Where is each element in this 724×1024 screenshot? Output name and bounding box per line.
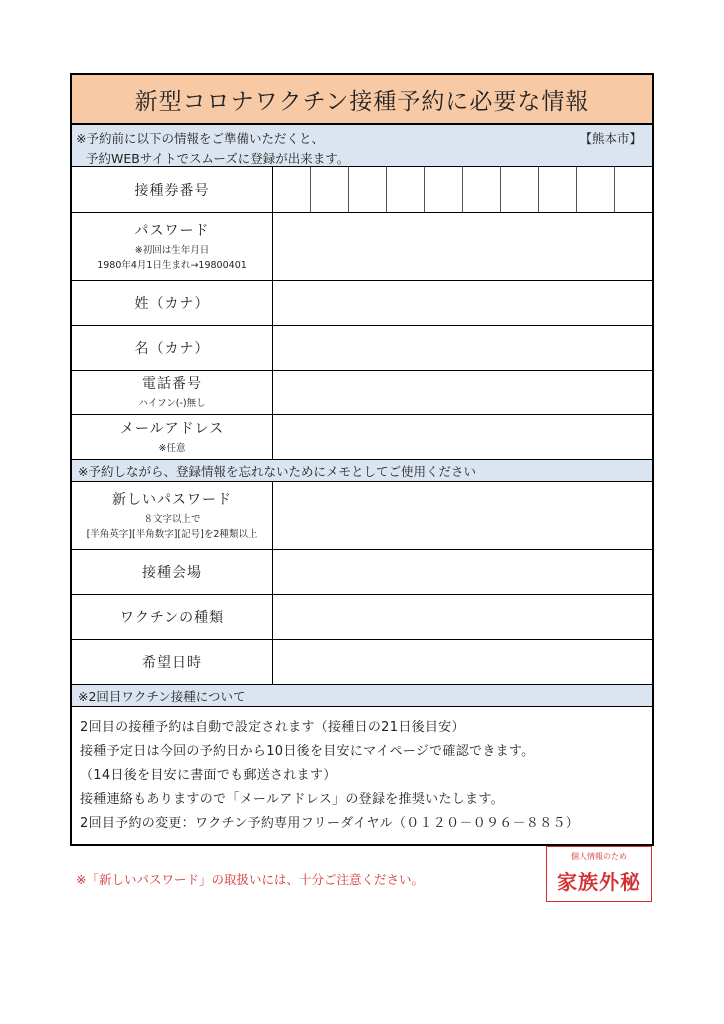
password-label: パスワード <box>134 222 210 239</box>
memo-note: ※予約しながら、登録情報を忘れないためにメモとしてご使用ください <box>72 460 652 482</box>
desired-datetime-input[interactable] <box>273 640 652 684</box>
email-row <box>72 415 652 460</box>
vaccine-type-label: ワクチンの種類 <box>119 610 225 626</box>
desired-datetime-row <box>72 640 652 685</box>
digit-box[interactable] <box>311 167 349 212</box>
email-note: ※任意 <box>158 442 186 454</box>
password-row <box>72 213 652 281</box>
form-title: 新型コロナワクチン接種予約に必要な情報 <box>72 75 652 125</box>
venue-label: 接種会場 <box>142 565 202 581</box>
new-password-row <box>72 482 652 550</box>
venue-row <box>72 550 652 595</box>
vaccine-type-row <box>72 595 652 640</box>
first-name-label: 名（カナ） <box>134 341 210 357</box>
last-name-input[interactable] <box>273 281 652 325</box>
info-line: 接種予定日は今回の予約日から10日後を目安にマイページで確認できます。 <box>80 744 535 759</box>
ticket-row <box>72 167 652 213</box>
info-line: 2回目の接種予約は自動で設定されます（接種日の21日後目安） <box>80 720 465 735</box>
new-password-note-2: [半角英字][半角数字][記号]を2種類以上 <box>86 528 258 540</box>
digit-box[interactable] <box>615 167 652 212</box>
second-dose-info <box>72 707 652 844</box>
digit-box[interactable] <box>387 167 425 212</box>
stamp-small-text: 個人情報のため <box>571 852 627 861</box>
phone-input[interactable] <box>273 371 652 414</box>
vaccine-type-input[interactable] <box>273 595 652 639</box>
email-input[interactable] <box>273 415 652 459</box>
last-name-row <box>72 281 652 326</box>
digit-box[interactable] <box>273 167 311 212</box>
digit-box[interactable] <box>577 167 615 212</box>
intro-line1: ※予約前に以下の情報をご準備いただくと、 <box>76 131 324 146</box>
stamp-big-text: 家族外秘 <box>557 870 641 894</box>
last-name-label: 姓（カナ） <box>134 296 210 312</box>
digit-box[interactable] <box>463 167 501 212</box>
first-name-row <box>72 326 652 371</box>
ticket-label: 接種券番号 <box>134 182 210 199</box>
phone-row <box>72 371 652 415</box>
city-label: 【熊本市】 <box>579 131 642 146</box>
desired-datetime-label: 希望日時 <box>142 655 202 671</box>
digit-box[interactable] <box>539 167 577 212</box>
password-warning: ※「新しいパスワード」の取扱いには、十分ご注意ください。 <box>76 872 424 887</box>
second-dose-header: ※2回目ワクチン接種について <box>72 685 652 707</box>
info-line: 接種連絡もありますので「メールアドレス」の登録を推奨いたします。 <box>80 792 504 807</box>
password-note-1: ※初回は生年月日 <box>134 244 210 256</box>
ticket-input[interactable] <box>273 167 652 212</box>
digit-box[interactable] <box>425 167 463 212</box>
reservation-info-form <box>70 73 654 846</box>
password-note-2: 1980年4月1日生まれ→19800401 <box>97 259 247 271</box>
intro-line2: 予約WEBサイトでスムーズに登録が出来ます。 <box>86 151 350 166</box>
digit-box[interactable] <box>349 167 387 212</box>
password-input[interactable] <box>273 213 652 280</box>
new-password-note-1: ８文字以上で <box>143 513 201 525</box>
confidential-stamp <box>546 846 652 902</box>
first-name-input[interactable] <box>273 326 652 370</box>
new-password-label: 新しいパスワード <box>112 491 232 508</box>
info-line: （14日後を目安に書面でも郵送されます） <box>80 768 337 783</box>
venue-input[interactable] <box>273 550 652 594</box>
phone-note: ハイフン(-)無し <box>138 398 206 410</box>
email-label: メールアドレス <box>119 420 225 437</box>
digit-box[interactable] <box>501 167 539 212</box>
intro-note <box>72 125 652 167</box>
info-line: 2回目予約の変更：ワクチン予約専用フリーダイヤル（０１２０－０９６－８８５） <box>80 816 580 831</box>
phone-label: 電話番号 <box>142 376 202 393</box>
new-password-input[interactable] <box>273 482 652 549</box>
